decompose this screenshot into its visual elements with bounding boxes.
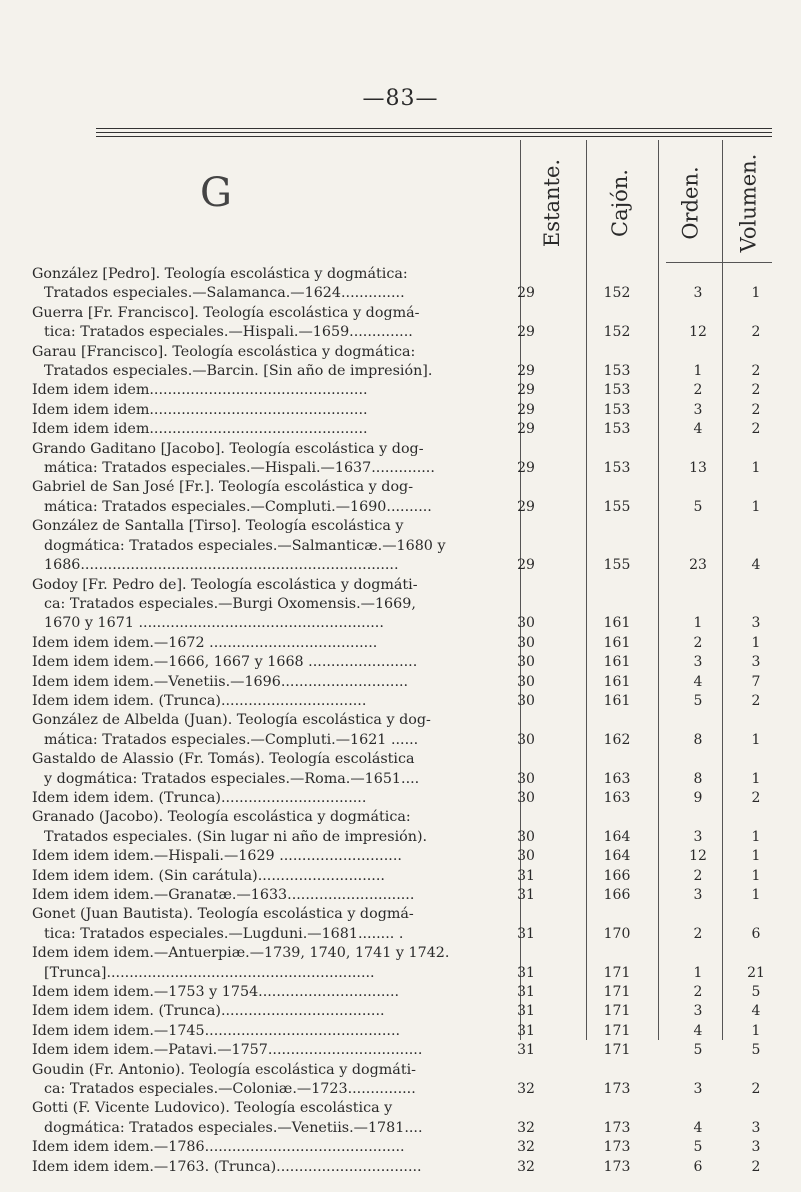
- section-letter: G: [200, 170, 232, 216]
- entry-line: Idem idem idem.—1666, 1667 y 1668 ........................: [32, 654, 418, 671]
- entry-estante: 30: [517, 654, 535, 671]
- entry-orden: 3: [693, 887, 703, 903]
- entry-orden: 3: [693, 1081, 703, 1098]
- entry-orden: 5: [693, 498, 703, 515]
- catalog-entry: [32, 886, 777, 905]
- entry-text: [32, 576, 478, 634]
- entry-cajon: 153: [603, 401, 631, 418]
- catalog-entry: [32, 343, 777, 382]
- entry-line: Guerra [Fr. Francisco]. Teología escolástica y dogmá-: [32, 304, 420, 321]
- entry-text: [32, 1138, 478, 1157]
- catalog-entry: [32, 1138, 777, 1157]
- entry-volumen: 1: [751, 1022, 761, 1039]
- entry-line: Idem idem idem. (Trunca)................................: [32, 692, 367, 709]
- entry-orden: 2: [693, 867, 703, 884]
- entry-text: [32, 808, 478, 847]
- entry-orden: 5: [693, 1139, 703, 1156]
- entry-orden: 2: [693, 634, 703, 651]
- entry-volumen: 3: [751, 1119, 761, 1136]
- entry-text: [32, 381, 478, 400]
- catalog-entry: [32, 711, 777, 750]
- entry-text: [32, 1022, 478, 1041]
- catalog-entry: [32, 653, 777, 672]
- entry-line: Idem idem idem................................................: [32, 421, 368, 438]
- entry-volumen: 5: [751, 1042, 761, 1059]
- catalog-entry: [32, 867, 777, 886]
- catalog-entry: [32, 304, 777, 343]
- catalog-entry: [32, 1061, 777, 1100]
- entry-estante: 31: [517, 964, 535, 981]
- entry-line: Idem idem idem................................................: [32, 382, 368, 399]
- entry-cajon: 161: [603, 654, 631, 671]
- entry-text: [32, 343, 478, 382]
- entry-cajon: 161: [603, 634, 631, 651]
- entry-cajon: 171: [603, 984, 631, 1001]
- entry-line: Tratados especiales.—Salamanca.—1624..............: [44, 285, 405, 302]
- entry-estante: 31: [517, 1042, 535, 1059]
- entry-volumen: 3: [751, 654, 761, 671]
- entry-orden: 1: [693, 363, 703, 380]
- entry-estante: 29: [517, 324, 535, 341]
- entry-estante: 29: [517, 382, 535, 399]
- entry-volumen: 2: [751, 401, 761, 418]
- entry-orden: 2: [693, 382, 703, 399]
- entry-cajon: 162: [603, 731, 631, 748]
- entry-line: tica: Tratados especiales.—Lugduni.—1681........ .: [44, 925, 404, 942]
- entry-cajon: 155: [603, 498, 631, 515]
- entry-cajon: 164: [603, 848, 631, 865]
- entry-text: [32, 944, 478, 983]
- entry-volumen: 2: [751, 789, 761, 806]
- entry-line: Idem idem idem. (Sin carátula)............................: [32, 867, 385, 884]
- entry-line: Idem idem idem.—1786............................................: [32, 1139, 405, 1156]
- entry-line: 1686......................................................................: [44, 557, 399, 574]
- entry-line: Idem idem idem.—1672 .....................................: [32, 634, 378, 651]
- entry-orden: 12: [689, 324, 707, 341]
- entry-text: [32, 789, 478, 808]
- entry-volumen: 2: [751, 1158, 761, 1175]
- entry-volumen: 2: [751, 324, 761, 341]
- header-rule-3: [96, 136, 772, 137]
- entry-estante: 31: [517, 887, 535, 903]
- entry-line: Grando Gaditano [Jacobo]. Teología escolástica y dog-: [32, 440, 424, 457]
- entry-line: dogmática: Tratados especiales.—Venetiis.—1781....: [44, 1119, 423, 1136]
- entry-line: Gastaldo de Alassio (Fr. Tomás). Teología escolástica: [32, 751, 415, 768]
- header-volumen-label: Volumen.: [736, 153, 761, 253]
- entry-estante: 31: [517, 867, 535, 884]
- entry-text: [32, 1099, 478, 1138]
- entry-orden: 3: [693, 401, 703, 418]
- entry-text: [32, 1158, 478, 1177]
- header-volumen: [728, 148, 768, 258]
- entry-line: Gotti (F. Vicente Ludovico). Teología escolástica y: [32, 1100, 393, 1117]
- entry-volumen: 5: [751, 984, 761, 1001]
- entry-line: Idem idem idem.—1745...........................................: [32, 1022, 401, 1039]
- entry-cajon: 153: [603, 382, 631, 399]
- entry-cajon: 166: [603, 887, 631, 903]
- entry-orden: 1: [693, 615, 703, 632]
- entry-line: Gonet (Juan Bautista). Teología escolástica y dogmá-: [32, 906, 414, 923]
- entry-estante: 29: [517, 557, 535, 574]
- entry-orden: 8: [693, 770, 703, 787]
- entry-text: [32, 1041, 478, 1060]
- header-cajon-label: Cajón.: [608, 169, 633, 237]
- entry-line: Idem idem idem................................................: [32, 401, 368, 418]
- entry-line: ca: Tratados especiales.—Burgi Oxomensis.—1669,: [44, 595, 416, 612]
- catalog-entry: [32, 576, 777, 634]
- entry-line: Tratados especiales.—Barcin. [Sin año de impresión].: [44, 363, 433, 380]
- entry-cajon: 152: [603, 324, 631, 341]
- entry-volumen: 2: [751, 1081, 761, 1098]
- entry-text: [32, 905, 478, 944]
- entry-line: dogmática: Tratados especiales.—Salmanticæ.—1680 y: [44, 537, 446, 554]
- entry-line: Idem idem idem.—Granatæ.—1633............................: [32, 887, 415, 903]
- entry-volumen: 2: [751, 363, 761, 380]
- entry-volumen: 1: [751, 731, 761, 748]
- catalog-entry: [32, 401, 777, 420]
- entry-text: [32, 867, 478, 886]
- entry-orden: 2: [693, 925, 703, 942]
- entry-text: [32, 711, 478, 750]
- entry-line: ca: Tratados especiales.—Coloniæ.—1723...............: [44, 1081, 416, 1098]
- entry-cajon: 171: [603, 964, 631, 981]
- entry-estante: 31: [517, 925, 535, 942]
- entry-volumen: 1: [751, 828, 761, 845]
- entry-cajon: 173: [603, 1081, 631, 1098]
- entry-volumen: 1: [751, 848, 761, 865]
- entry-cajon: 170: [603, 925, 631, 942]
- entry-orden: 12: [689, 848, 707, 865]
- catalog-entry: [32, 381, 777, 400]
- catalog-entry: [32, 478, 777, 517]
- entry-text: [32, 634, 478, 653]
- entry-cajon: 164: [603, 828, 631, 845]
- entry-line: y dogmática: Tratados especiales.—Roma.—1651....: [44, 770, 420, 787]
- catalog-entry: [32, 420, 777, 439]
- entry-line: Idem idem idem.—1763. (Trunca)................................: [32, 1158, 422, 1175]
- entry-line: Idem idem idem.—Patavi.—1757..................................: [32, 1042, 423, 1059]
- catalog-entry: [32, 983, 777, 1002]
- entry-volumen: 3: [751, 615, 761, 632]
- entry-volumen: 1: [751, 887, 761, 903]
- entry-text: [32, 440, 478, 479]
- entry-line: [Trunca]...........................................................: [44, 964, 375, 981]
- entry-orden: 4: [693, 1119, 703, 1136]
- entry-estante: 29: [517, 285, 535, 302]
- entry-cajon: 153: [603, 363, 631, 380]
- entry-line: Gabriel de San José [Fr.]. Teología escolástica y dog-: [32, 479, 414, 496]
- entry-line: Idem idem idem. (Trunca)................................: [32, 789, 367, 806]
- entry-line: 1670 y 1671 ......................................................: [44, 615, 384, 632]
- entry-line: González [Pedro]. Teología escolástica y dogmática:: [32, 266, 408, 282]
- entry-estante: 30: [517, 828, 535, 845]
- entry-line: Tratados especiales. (Sin lugar ni año de impresión).: [44, 828, 428, 845]
- entry-volumen: 1: [751, 498, 761, 515]
- catalog-entry: [32, 692, 777, 711]
- catalog-entry: [32, 440, 777, 479]
- entry-text: [32, 420, 478, 439]
- catalog-entry: [32, 1158, 777, 1177]
- entry-orden: 4: [693, 1022, 703, 1039]
- entry-text: [32, 983, 478, 1002]
- entry-line: Idem idem idem.—Hispali.—1629 ...........................: [32, 848, 402, 865]
- catalog-entry: [32, 1022, 777, 1041]
- entry-line: Godoy [Fr. Pedro de]. Teología escolástica y dogmáti-: [32, 576, 418, 593]
- catalog-entry: [32, 750, 777, 789]
- entry-orden: 8: [693, 731, 703, 748]
- entry-estante: 30: [517, 770, 535, 787]
- entry-estante: 32: [517, 1139, 535, 1156]
- entry-estante: 30: [517, 634, 535, 651]
- entry-line: Goudin (Fr. Antonio). Teología escolástica y dogmáti-: [32, 1061, 416, 1078]
- entry-volumen: 2: [751, 421, 761, 438]
- entry-estante: 29: [517, 460, 535, 477]
- entry-cajon: 153: [603, 460, 631, 477]
- entry-estante: 32: [517, 1158, 535, 1175]
- entry-line: Granado (Jacobo). Teología escolástica y dogmática:: [32, 809, 411, 826]
- catalog-entry: [32, 1002, 777, 1021]
- entry-text: [32, 692, 478, 711]
- entry-estante: 31: [517, 1003, 535, 1020]
- entry-line: mática: Tratados especiales.—Hispali.—1637..............: [44, 460, 435, 477]
- entry-line: Idem idem idem. (Trunca)....................................: [32, 1003, 385, 1020]
- entry-line: mática: Tratados especiales.—Compluti.—1621 ......: [44, 731, 419, 748]
- entry-line: tica: Tratados especiales.—Hispali.—1659..............: [44, 324, 413, 341]
- entry-cajon: 153: [603, 421, 631, 438]
- entry-estante: 32: [517, 1119, 535, 1136]
- entry-line: Idem idem idem.—Venetiis.—1696............................: [32, 673, 409, 690]
- catalog-entries: [32, 265, 777, 1177]
- entry-cajon: 173: [603, 1119, 631, 1136]
- catalog-entry: [32, 634, 777, 653]
- entry-cajon: 171: [603, 1003, 631, 1020]
- entry-text: [32, 401, 478, 420]
- entry-cajon: 163: [603, 770, 631, 787]
- entry-volumen: 1: [751, 285, 761, 302]
- entry-estante: 29: [517, 401, 535, 418]
- catalog-entry: [32, 673, 777, 692]
- entry-volumen: 1: [751, 460, 761, 477]
- entry-volumen: 1: [751, 867, 761, 884]
- entry-orden: 3: [693, 1003, 703, 1020]
- entry-orden: 23: [689, 557, 707, 574]
- entry-estante: 31: [517, 1022, 535, 1039]
- entry-volumen: 21: [747, 964, 765, 981]
- entry-orden: 5: [693, 1042, 703, 1059]
- entry-cajon: 161: [603, 673, 631, 690]
- entry-volumen: 7: [751, 673, 761, 690]
- entry-cajon: 171: [603, 1022, 631, 1039]
- catalog-entry: [32, 808, 777, 847]
- entry-orden: 3: [693, 828, 703, 845]
- entry-estante: 31: [517, 984, 535, 1001]
- entry-text: [32, 1061, 478, 1100]
- entry-text: [32, 653, 478, 672]
- catalog-entry: [32, 1041, 777, 1060]
- entry-orden: 6: [693, 1158, 703, 1175]
- entry-volumen: 4: [751, 557, 761, 574]
- entry-estante: 30: [517, 789, 535, 806]
- entry-volumen: 1: [751, 770, 761, 787]
- entry-orden: 3: [693, 654, 703, 671]
- header-rule-2: [96, 132, 772, 133]
- header-estante: [532, 148, 572, 258]
- entry-volumen: 4: [751, 1003, 761, 1020]
- entry-cajon: 152: [603, 285, 631, 302]
- entry-volumen: 2: [751, 692, 761, 709]
- entry-orden: 13: [689, 460, 707, 477]
- header-orden-label: Orden.: [679, 166, 704, 240]
- entry-estante: 30: [517, 848, 535, 865]
- entry-line: mática: Tratados especiales.—Compluti.—1690..........: [44, 498, 432, 515]
- entry-estante: 30: [517, 731, 535, 748]
- entry-cajon: 171: [603, 1042, 631, 1059]
- catalog-entry: [32, 789, 777, 808]
- entry-cajon: 173: [603, 1158, 631, 1175]
- entry-cajon: 166: [603, 867, 631, 884]
- page-number: —83—: [362, 86, 439, 111]
- catalog-entry: [32, 847, 777, 866]
- volumen-header-rule: [666, 262, 772, 263]
- entry-text: [32, 847, 478, 866]
- header-orden: [671, 148, 711, 258]
- entry-text: [32, 750, 478, 789]
- entry-text: [32, 1002, 478, 1021]
- entry-orden: 5: [693, 692, 703, 709]
- catalog-entry: [32, 944, 777, 983]
- entry-line: Idem idem idem.—Antuerpiæ.—1739, 1740, 1741 y 1742.: [32, 945, 450, 962]
- entry-estante: 29: [517, 363, 535, 380]
- entry-cajon: 173: [603, 1139, 631, 1156]
- entry-text: [32, 304, 478, 343]
- entry-cajon: 161: [603, 692, 631, 709]
- header-estante-label: Estante.: [540, 158, 565, 248]
- entry-orden: 1: [693, 964, 703, 981]
- entry-estante: 32: [517, 1081, 535, 1098]
- entry-estante: 29: [517, 421, 535, 438]
- entry-estante: 29: [517, 498, 535, 515]
- entry-text: [32, 517, 478, 575]
- header-rule-1: [96, 128, 772, 129]
- entry-text: [32, 886, 478, 905]
- catalog-entry: [32, 265, 777, 304]
- entry-line: González de Santalla [Tirso]. Teología escolástica y: [32, 518, 404, 535]
- entry-orden: 3: [693, 285, 703, 302]
- catalog-entry: [32, 1099, 777, 1138]
- entry-volumen: 2: [751, 382, 761, 399]
- entry-text: [32, 478, 478, 517]
- entry-estante: 30: [517, 673, 535, 690]
- entry-text: [32, 673, 478, 692]
- entry-orden: 9: [693, 789, 703, 806]
- entry-volumen: 3: [751, 1139, 761, 1156]
- entry-estante: 30: [517, 692, 535, 709]
- entry-cajon: 155: [603, 557, 631, 574]
- entry-text: [32, 265, 478, 304]
- entry-orden: 4: [693, 421, 703, 438]
- entry-orden: 2: [693, 984, 703, 1001]
- entry-volumen: 1: [751, 634, 761, 651]
- entry-estante: 30: [517, 615, 535, 632]
- entry-cajon: 161: [603, 615, 631, 632]
- entry-orden: 4: [693, 673, 703, 690]
- catalog-entry: [32, 517, 777, 575]
- header-cajon: [600, 148, 640, 258]
- entry-line: Garau [Francisco]. Teología escolástica y dogmática:: [32, 343, 416, 360]
- entry-volumen: 6: [751, 925, 761, 942]
- entry-line: Idem idem idem.—1753 y 1754...............................: [32, 984, 400, 1001]
- entry-line: González de Albelda (Juan). Teología escolástica y dog-: [32, 712, 431, 729]
- catalog-entry: [32, 905, 777, 944]
- entry-cajon: 163: [603, 789, 631, 806]
